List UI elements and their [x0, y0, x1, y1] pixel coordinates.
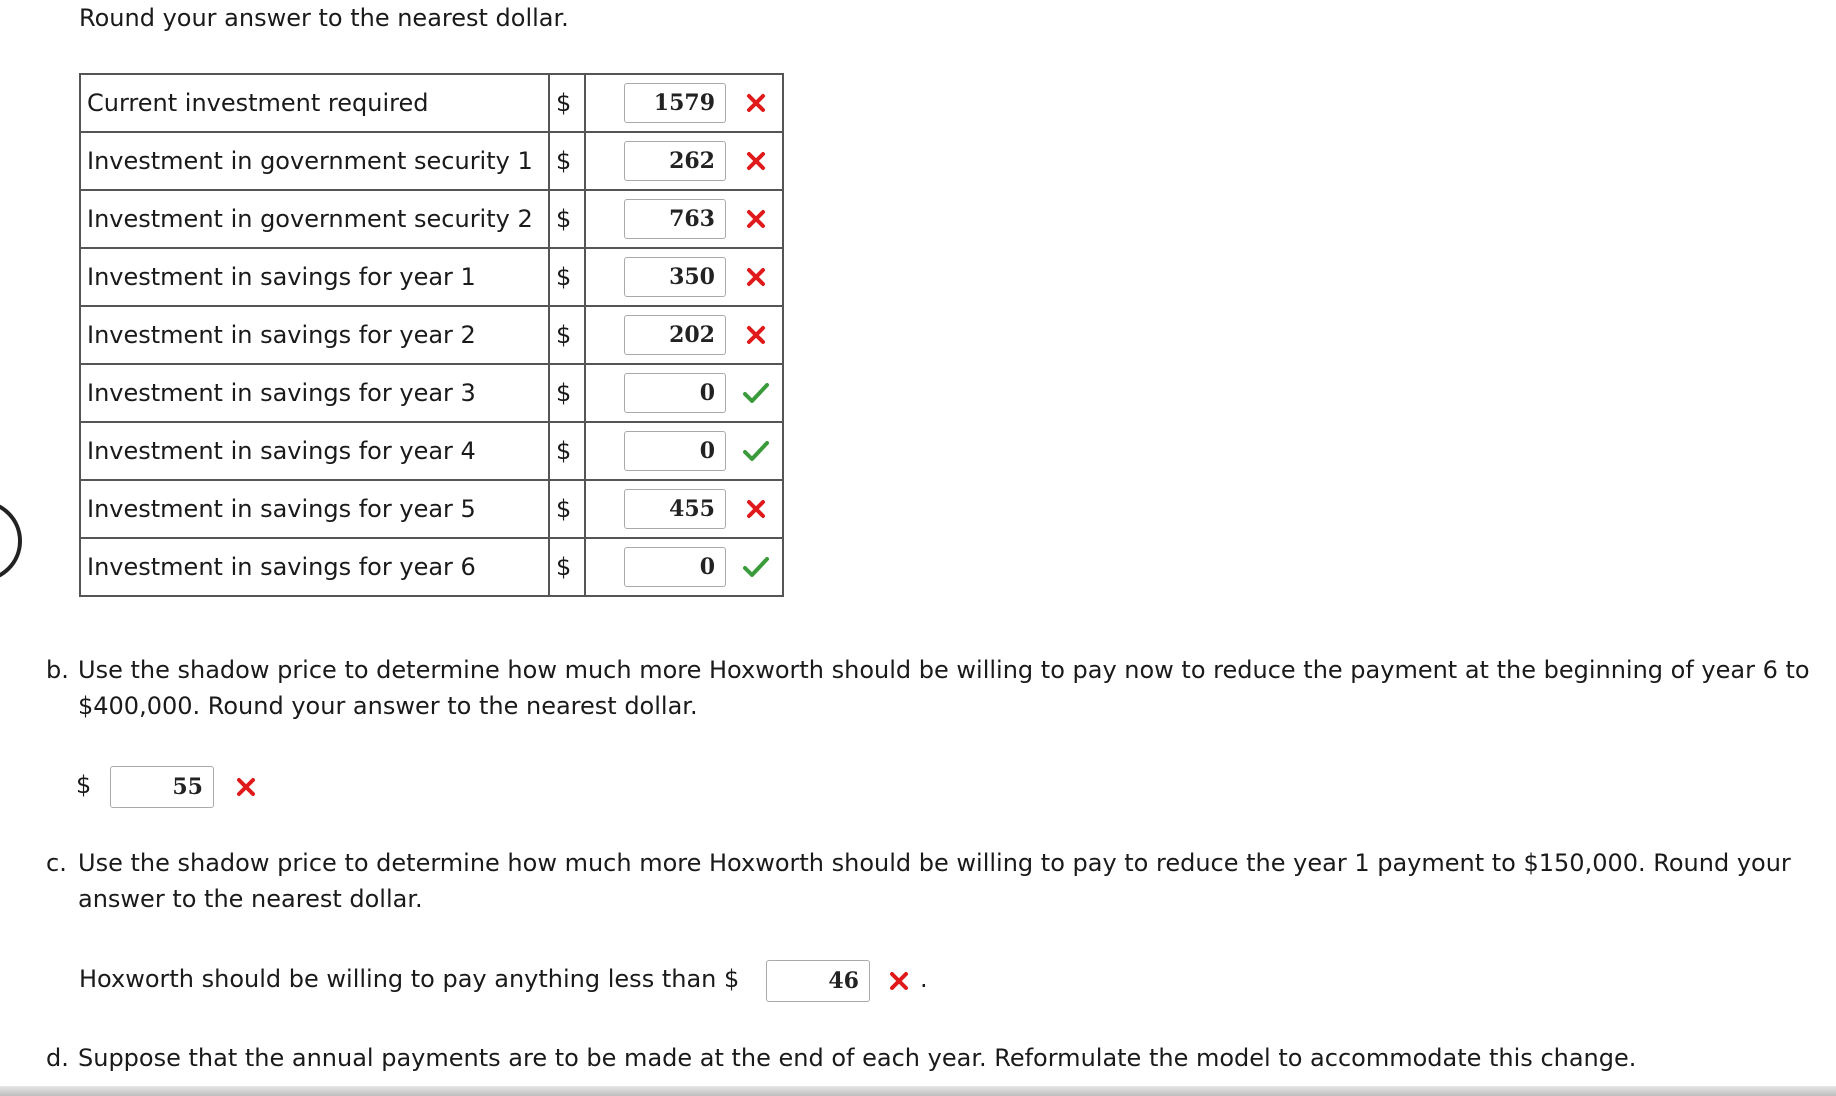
part-c-answer-input[interactable]: 46	[766, 960, 870, 1002]
x-mark-icon	[736, 141, 776, 181]
currency-symbol: $	[549, 74, 585, 132]
part-d-label: d.	[46, 1044, 69, 1072]
answer-input[interactable]: 763	[624, 199, 726, 239]
answer-cell	[585, 132, 783, 190]
part-c-question	[46, 845, 1836, 917]
intro-text: Round your answer to the nearest dollar.	[79, 4, 569, 32]
part-b-answer-input[interactable]: 55	[110, 766, 214, 808]
currency-symbol: $	[549, 306, 585, 364]
table-row	[80, 364, 783, 422]
currency-symbol: $	[549, 538, 585, 596]
currency-symbol: $	[549, 364, 585, 422]
row-label: Investment in savings for year 1	[80, 248, 549, 306]
table-row	[80, 480, 783, 538]
x-mark-icon	[736, 257, 776, 297]
part-b-currency: $	[76, 771, 92, 799]
check-mark-icon	[736, 547, 776, 587]
row-label: Investment in savings for year 4	[80, 422, 549, 480]
part-c-text: Use the shadow price to determine how much more Hoxworth should be willing to pay to reduce the year 1 payment to $150,000. Round your answer to the nearest dollar.	[78, 849, 1791, 913]
table-row	[80, 74, 783, 132]
table-row	[80, 132, 783, 190]
answer-cell	[585, 480, 783, 538]
table-row	[80, 422, 783, 480]
currency-symbol: $	[549, 422, 585, 480]
answer-cell	[585, 364, 783, 422]
x-mark-icon	[230, 771, 262, 803]
part-d-text: Suppose that the annual payments are to be made at the end of each year. Reformulate the model to accommodate this change.	[78, 1044, 1637, 1072]
row-label: Investment in government security 2	[80, 190, 549, 248]
check-mark-icon	[736, 431, 776, 471]
part-b-text: Use the shadow price to determine how much more Hoxworth should be willing to pay now to reduce the payment at the beginning of year 6 to $400,000. Round your answer to the nearest dollar.	[78, 656, 1810, 720]
row-label: Investment in savings for year 3	[80, 364, 549, 422]
table-row	[80, 190, 783, 248]
row-label: Investment in savings for year 6	[80, 538, 549, 596]
answer-input[interactable]: 262	[624, 141, 726, 181]
answer-input[interactable]: 350	[624, 257, 726, 297]
part-b-question	[46, 652, 1836, 724]
part-b-label: b.	[46, 656, 69, 684]
row-label: Investment in savings for year 2	[80, 306, 549, 364]
row-label: Current investment required	[80, 74, 549, 132]
currency-symbol: $	[549, 132, 585, 190]
answer-table	[79, 73, 784, 597]
answer-input[interactable]: 0	[624, 373, 726, 413]
answer-input[interactable]: 0	[624, 431, 726, 471]
answer-cell	[585, 74, 783, 132]
bottom-scroll-edge	[0, 1086, 1836, 1096]
part-c-label: c.	[46, 849, 67, 877]
x-mark-icon	[736, 83, 776, 123]
currency-symbol: $	[549, 480, 585, 538]
x-mark-icon	[736, 199, 776, 239]
answer-input[interactable]: 455	[624, 489, 726, 529]
part-c-answer-suffix: .	[920, 965, 928, 993]
table-row	[80, 306, 783, 364]
answer-cell	[585, 422, 783, 480]
side-circle-control[interactable]	[0, 500, 22, 582]
check-mark-icon	[736, 373, 776, 413]
row-label: Investment in savings for year 5	[80, 480, 549, 538]
x-mark-icon	[883, 965, 915, 997]
answer-input[interactable]: 1579	[624, 83, 726, 123]
answer-input[interactable]: 0	[624, 547, 726, 587]
answer-cell	[585, 306, 783, 364]
x-mark-icon	[736, 315, 776, 355]
currency-symbol: $	[549, 248, 585, 306]
part-d-question	[46, 1040, 1836, 1076]
answer-cell	[585, 538, 783, 596]
currency-symbol: $	[549, 190, 585, 248]
x-mark-icon	[736, 489, 776, 529]
part-c-answer-prefix: Hoxworth should be willing to pay anything less than $	[79, 965, 740, 993]
row-label: Investment in government security 1	[80, 132, 549, 190]
table-row	[80, 538, 783, 596]
answer-cell	[585, 248, 783, 306]
answer-input[interactable]: 202	[624, 315, 726, 355]
answer-cell	[585, 190, 783, 248]
table-row	[80, 248, 783, 306]
